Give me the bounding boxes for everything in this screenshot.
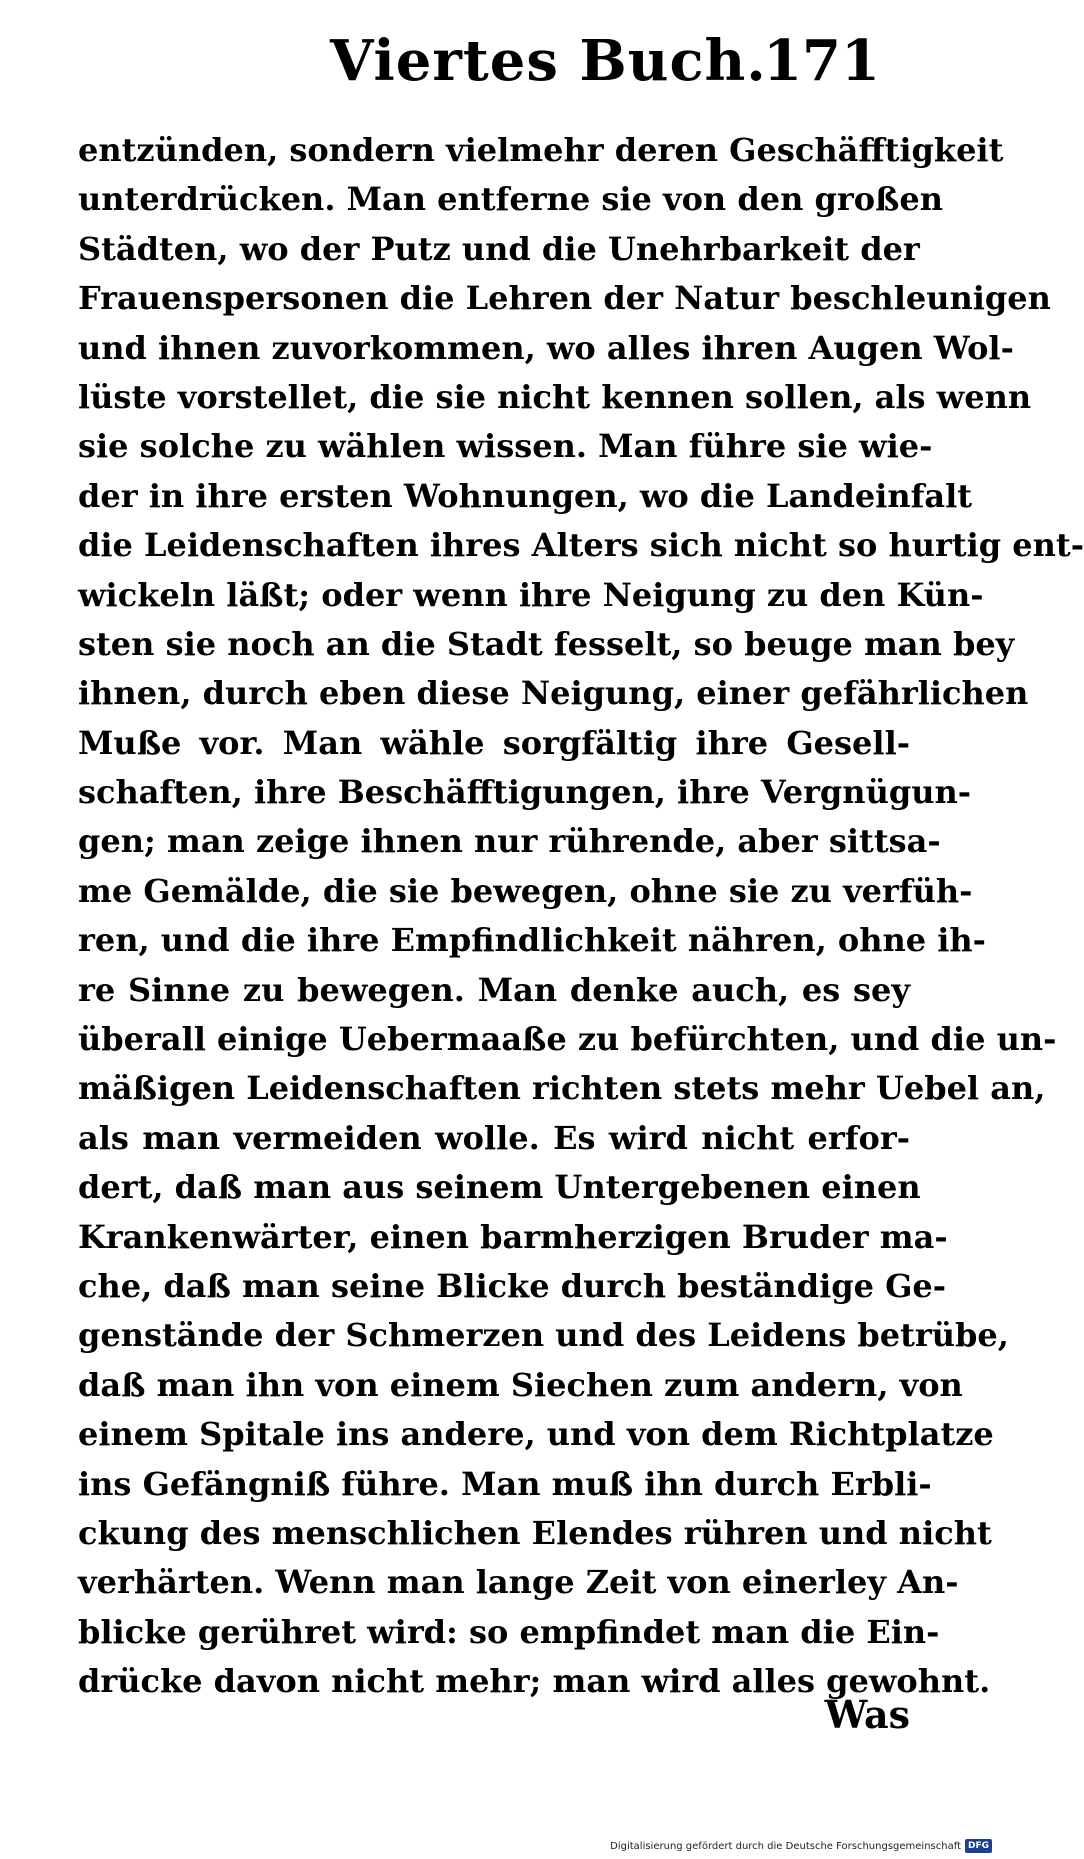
text-line: ren, und die ihre Empfindlichkeit nähren, ohne ih- <box>78 921 986 960</box>
text-line: und ihnen zuvorkommen, wo alles ihren Augen Wol- <box>78 328 1014 367</box>
text-line: dert, daß man aus seinem Untergebenen einen <box>78 1168 921 1207</box>
credit-text: Digitalisierung gefördert durch die Deutsche Forschungsgemeinschaft <box>610 1840 961 1852</box>
body-text <box>78 126 1084 1707</box>
text-line: als man vermeiden wolle. Es wird nicht erfor- <box>78 1118 910 1157</box>
page-header <box>330 28 880 108</box>
text-line: überall einige Uebermaaße zu befürchten, und die un- <box>78 1020 1057 1059</box>
text-line: daß man ihn von einem Siechen zum andern, von <box>78 1365 963 1404</box>
catchword: Was <box>824 1692 910 1737</box>
text-line: schaften, ihre Beschäfftigungen, ihre Vergnügun- <box>78 773 972 812</box>
text-line: die Leidenschaften ihres Alters sich nicht so hurtig ent- <box>78 526 1084 565</box>
text-line: me Gemälde, die sie bewegen, ohne sie zu verfüh- <box>78 871 973 910</box>
page-number: 171 <box>763 28 880 94</box>
dfg-logo-icon: DFG <box>965 1839 992 1853</box>
text-line: Krankenwärter, einen barmherzigen Bruder ma- <box>78 1217 948 1256</box>
text-line: sie solche zu wählen wissen. Man führe sie wie- <box>78 427 933 466</box>
text-line: genstände der Schmerzen und des Leidens betrübe, <box>78 1316 1009 1355</box>
text-line: blicke gerühret wird: so empfindet man die Ein- <box>78 1612 940 1651</box>
digitization-credit <box>610 1839 992 1853</box>
text-line: Frauenspersonen die Lehren der Natur beschleunigen <box>78 279 1051 318</box>
text-line: Muße vor. Man wähle sorgfältig ihre Gesell- <box>78 723 910 762</box>
text-line: lüste vorstellet, die sie nicht kennen sollen, als wenn <box>78 377 1032 416</box>
text-line: che, daß man seine Blicke durch beständige Ge- <box>78 1266 947 1305</box>
text-line: Städten, wo der Putz und die Unehrbarkeit der <box>78 229 920 268</box>
text-line: sten sie noch an die Stadt fesselt, so beuge man bey <box>78 624 1015 663</box>
text-line: entzünden, sondern vielmehr deren Geschäfftigkeit <box>78 131 1004 169</box>
text-line: re Sinne zu bewegen. Man denke auch, es sey <box>78 970 910 1009</box>
text-line: einem Spitale ins andere, und von dem Richtplatze <box>78 1415 994 1454</box>
text-line: ihnen, durch eben diese Neigung, einer gefährlichen <box>78 674 1029 713</box>
text-line: wickeln läßt; oder wenn ihre Neigung zu den Kün- <box>78 575 984 614</box>
text-line: verhärten. Wenn man lange Zeit von einerley An- <box>78 1563 959 1602</box>
text-line: ins Gefängniß führe. Man muß ihn durch Erbli- <box>78 1464 932 1503</box>
running-head: Viertes Buch. <box>330 28 767 94</box>
text-line: ckung des menschlichen Elendes rühren und nicht <box>78 1513 992 1552</box>
text-line: drücke davon nicht mehr; man wird alles gewohnt. <box>78 1662 991 1701</box>
text-line: mäßigen Leidenschaften richten stets mehr Uebel an, <box>78 1069 1046 1108</box>
text-line: unterdrücken. Man entferne sie von den großen <box>78 180 943 219</box>
text-line: gen; man zeige ihnen nur rührende, aber sittsa- <box>78 822 941 861</box>
text-line: der in ihre ersten Wohnungen, wo die Landeinfalt <box>78 476 973 515</box>
